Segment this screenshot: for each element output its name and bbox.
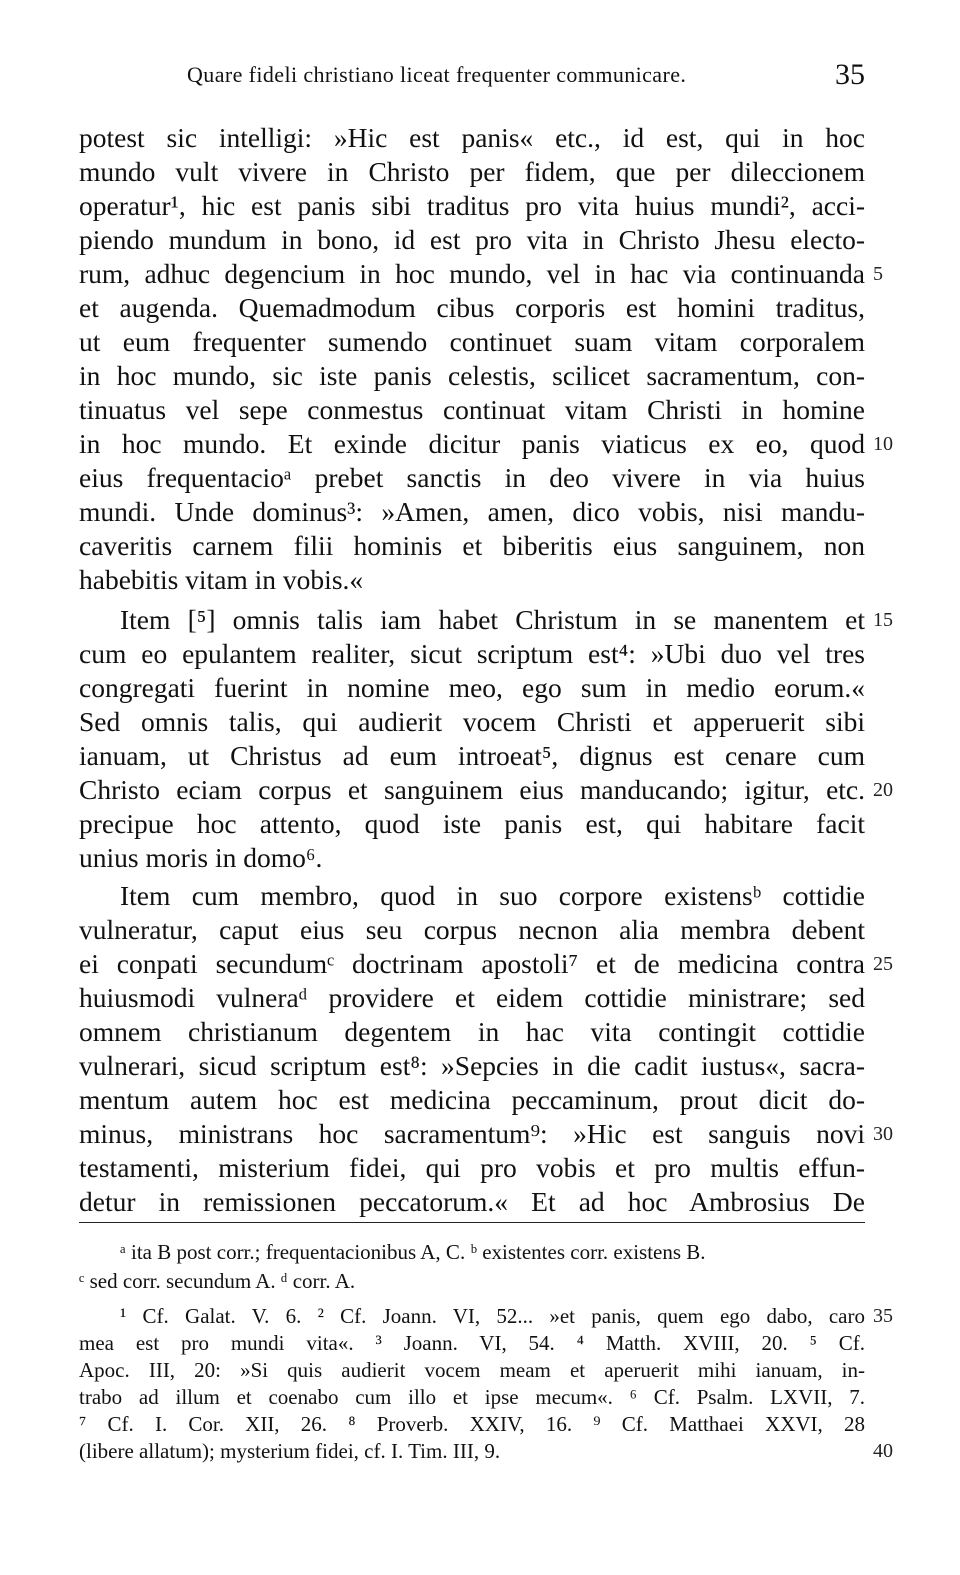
footnote-line: (libere allatum); mysterium fidei, cf. I. Tim. III, 9. bbox=[79, 1439, 501, 1463]
text-line: in hoc mundo, sic iste panis celestis, scilicet sacramentum, con- bbox=[79, 360, 865, 391]
text-line: tinuatus vel sepe conmestus continuat vitam Christi in homine bbox=[79, 394, 865, 425]
text-line: vulneratur, caput eius seu corpus necnon alia membra debent bbox=[79, 914, 865, 945]
text-line: eius frequentacioᵃ prebet sanctis in deo vivere in via huius bbox=[79, 462, 865, 493]
footnote-line-number: 40 bbox=[873, 1440, 893, 1462]
text-line: mundo vult vivere in Christo per fidem, que per dileccionem bbox=[79, 156, 865, 187]
text-line: testamenti, misterium fidei, qui pro vobis et pro multis effun- bbox=[79, 1152, 865, 1183]
text-line: piendo mundum in bono, id est pro vita in Christo Jhesu electo- bbox=[79, 224, 865, 255]
text-line: unius moris in domo⁶. bbox=[79, 842, 323, 873]
footnote-line: mea est pro mundi vita«. ³ Joann. VI, 54. ⁴ Matth. XVIII, 20. ⁵ Cf. bbox=[79, 1331, 865, 1355]
line-number: 10 bbox=[873, 433, 893, 455]
text-line: ei conpati secundumᶜ doctrinam apostoli⁷ et de medicina contra bbox=[79, 948, 865, 979]
footnote-line: trabo ad illum et coenabo cum illo et ipse mecum«. ⁶ Cf. Psalm. LXVII, 7. bbox=[79, 1385, 865, 1409]
text-line: rum, adhuc degencium in hoc mundo, vel in hac via continuanda bbox=[79, 258, 865, 289]
text-line: vulnerari, sicud scriptum est⁸: »Sepcies in die cadit iustus«, sacra- bbox=[79, 1050, 865, 1081]
apparatus-line: ᶜ sed corr. secundum A. ᵈ corr. A. bbox=[79, 1269, 356, 1293]
text-line: et augenda. Quemadmodum cibus corporis est homini traditus, bbox=[79, 292, 865, 323]
text-line: congregati fuerint in nomine meo, ego sum in medio eorum.« bbox=[79, 672, 865, 703]
text-line: habebitis vitam in vobis.« bbox=[79, 564, 364, 595]
footnote-line: ¹ Cf. Galat. V. 6. ² Cf. Joann. VI, 52... »et panis, quem ego dabo, caro bbox=[120, 1304, 865, 1328]
text-line: cum eo epulantem realiter, sicut scriptum est⁴: »Ubi duo vel tres bbox=[79, 638, 865, 669]
text-line: Item [⁵] omnis talis iam habet Christum in se manentem et bbox=[120, 604, 865, 635]
page-number: 35 bbox=[835, 58, 865, 91]
line-number: 5 bbox=[873, 263, 883, 285]
text-line: mundi. Unde dominus³: »Amen, amen, dico vobis, nisi mandu- bbox=[79, 496, 865, 527]
footnote-line-number: 35 bbox=[873, 1305, 893, 1327]
text-line: operatur¹, hic est panis sibi traditus pro vita huius mundi², acci- bbox=[79, 190, 865, 221]
text-line: ut eum frequenter sumendo continuet suam vitam corporalem bbox=[79, 326, 865, 357]
text-line: mentum autem hoc est medicina peccaminum, prout dicit do- bbox=[79, 1084, 865, 1115]
text-line: in hoc mundo. Et exinde dicitur panis viaticus ex eo, quod bbox=[79, 428, 865, 459]
text-line: minus, ministrans hoc sacramentum⁹: »Hic est sanguis novi bbox=[79, 1118, 865, 1149]
line-number: 15 bbox=[873, 609, 893, 631]
text-line: potest sic intelligi: »Hic est panis« etc., id est, qui in hoc bbox=[79, 122, 865, 153]
page-header bbox=[79, 58, 865, 94]
text-line: omnem christianum degentem in hac vita contingit cottidie bbox=[79, 1016, 865, 1047]
footnote-divider bbox=[79, 1222, 865, 1223]
line-number: 20 bbox=[873, 779, 893, 801]
text-line: Sed omnis talis, qui audierit vocem Christi et apperuerit sibi bbox=[79, 706, 865, 737]
line-number: 30 bbox=[873, 1123, 893, 1145]
text-line: ianuam, ut Christus ad eum introeat⁵, dignus est cenare cum bbox=[79, 740, 865, 771]
text-line: detur in remissionen peccatorum.« Et ad hoc Ambrosius De bbox=[79, 1186, 865, 1217]
running-head: Quare fideli christiano liceat frequenter communicare. bbox=[187, 62, 687, 87]
text-line: caveritis carnem filii hominis et biberitis eius sanguinem, non bbox=[79, 530, 865, 561]
footnote-line: Apoc. III, 20: »Si quis audierit vocem meam et aperuerit mihi ianuam, in- bbox=[79, 1358, 865, 1382]
text-line: precipue hoc attento, quod iste panis est, qui habitare facit bbox=[79, 808, 865, 839]
line-number: 25 bbox=[873, 953, 893, 975]
text-line: Item cum membro, quod in suo corpore existensᵇ cottidie bbox=[120, 880, 865, 911]
apparatus-line: ᵃ ita B post corr.; frequentacionibus A, C. ᵇ existentes corr. existens B. bbox=[120, 1240, 706, 1264]
footnote-line: ⁷ Cf. I. Cor. XII, 26. ⁸ Proverb. XXIV, 16. ⁹ Cf. Matthaei XXVI, 28 bbox=[79, 1412, 865, 1436]
text-line: huiusmodi vulneraᵈ providere et eidem cottidie ministrare; sed bbox=[79, 982, 865, 1013]
text-line: Christo eciam corpus et sanguinem eius manducando; igitur, etc. bbox=[79, 774, 865, 805]
